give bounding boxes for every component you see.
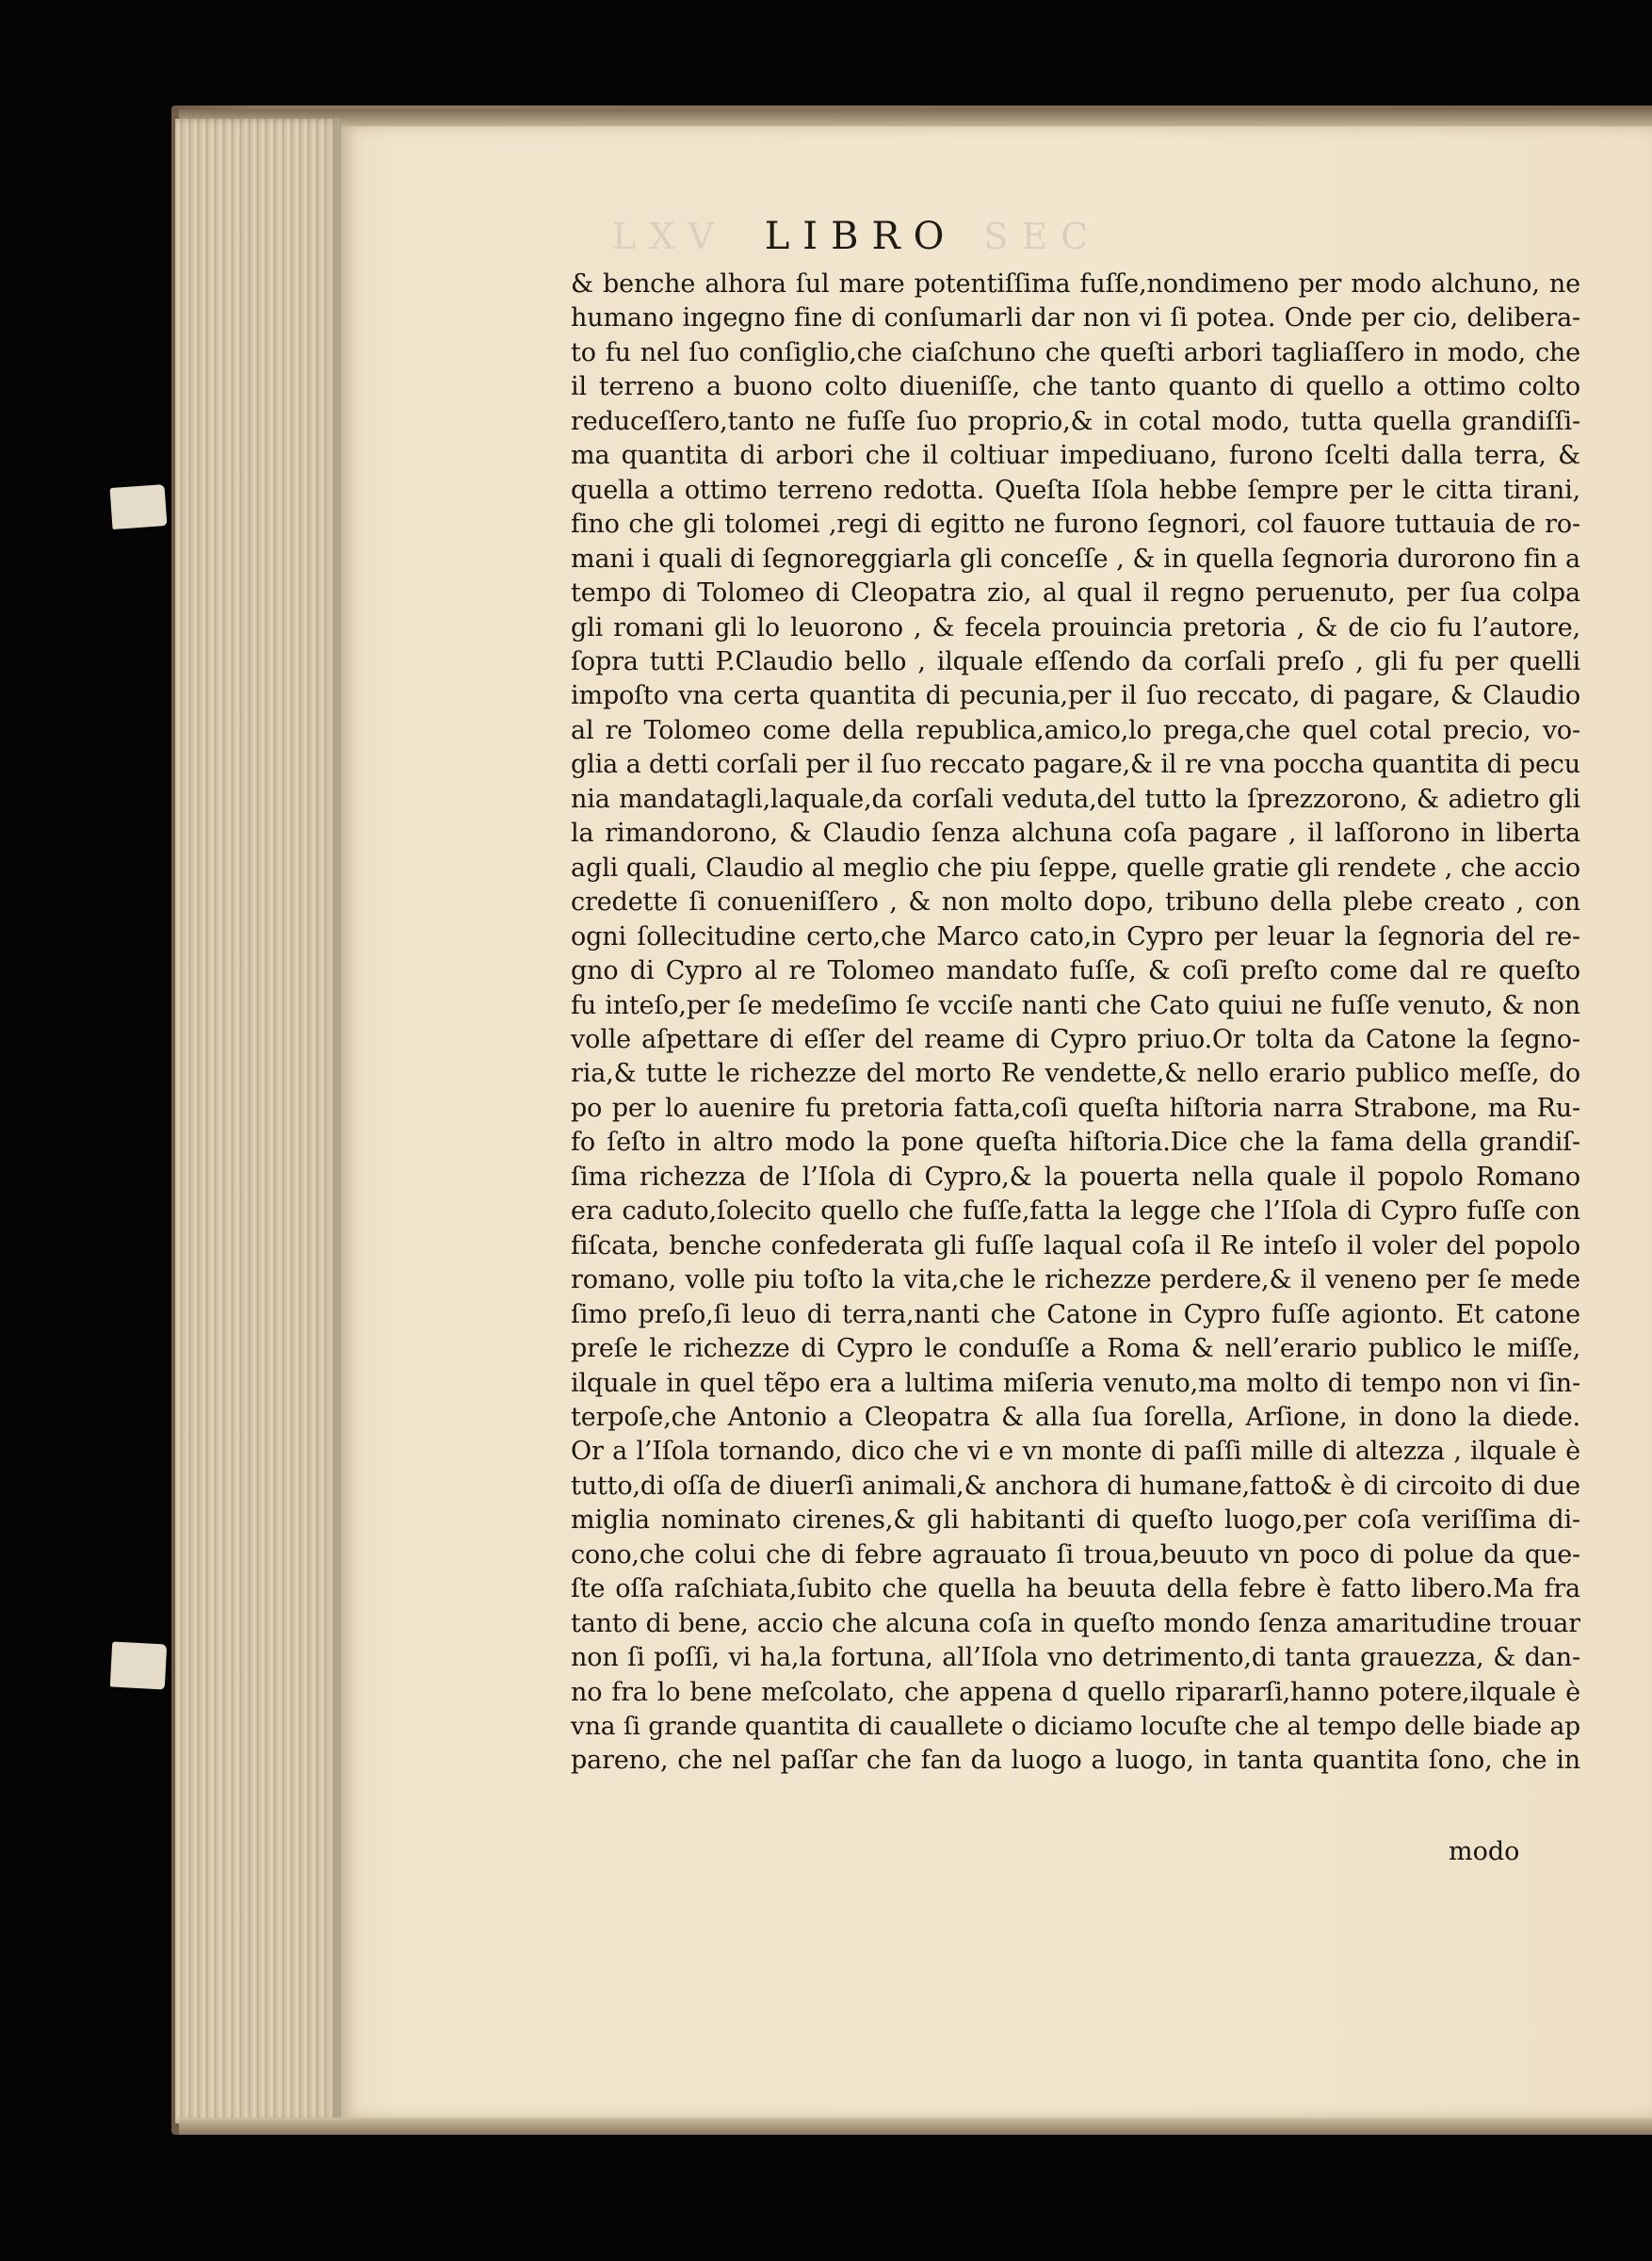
show-through-heading: SEC xyxy=(983,216,1102,257)
page-edges-stack xyxy=(175,119,341,2123)
running-head xyxy=(612,215,1460,258)
text-line: humano ingegno fine di conſumarli dar non vi ſi potea. Onde per cio, delibera- xyxy=(571,303,1580,333)
body-text xyxy=(571,268,1580,1779)
show-through-folio: LXV xyxy=(612,216,727,257)
text-line: ſimo preſo,ſi leuo di terra,nanti che Catone in Cypro fuſſe agionto. Et catone xyxy=(571,1299,1580,1329)
text-line: al re Tolomeo come della republica,amico,lo prega,che quel cotal precio, vo- xyxy=(571,715,1580,745)
text-line: fino che gli tolomei ,regi di egitto ne furono ſegnori, col fauore tuttauia de ro- xyxy=(571,510,1580,540)
text-line: la rimandorono, & Claudio ſenza alchuna coſa pagare , il laſſorono in liberta xyxy=(571,819,1580,849)
paper-tab-lower xyxy=(110,1642,167,1690)
text-line: il terreno a buono colto diueniſſe, che tanto quanto di quello a ottimo colto xyxy=(571,372,1580,402)
text-line: po per lo auenire fu pretoria fatta,coſi queſta hiſtoria narra Strabone, ma Ru- xyxy=(571,1093,1580,1123)
text-line: pareno, che nel paſſar che fan da luogo a luogo, in tanta quantita ſono, che in xyxy=(571,1746,1580,1776)
text-line: romano, volle piu toſto la vita,che le richezze perdere,& il veneno per ſe mede xyxy=(571,1265,1580,1295)
running-head-title: LIBRO xyxy=(764,215,958,258)
text-line: mani i quali di ſegnoreggiarla gli conceſſe , & in quella ſegnoria durorono fin a xyxy=(571,544,1580,574)
text-line: agli quali, Claudio al meglio che piu ſeppe, quelle gratie gli rendete , che accio xyxy=(571,853,1580,883)
text-line: no fra lo bene meſcolato, che appena d quello ripararſi,hanno potere,ilquale è xyxy=(571,1677,1580,1707)
text-line: non ſi poſſi, vi ha,la fortuna, all’Iſola vno detrimento,di tanta grauezza, & dan- xyxy=(571,1643,1580,1673)
text-line: cono,che colui che di febre agrauato ſi troua,beuuto vn poco di polue da que- xyxy=(571,1539,1580,1570)
text-line: credette ſi conueniſſero , & non molto dopo, tribuno della plebe creato , con xyxy=(571,887,1580,918)
catchword: modo xyxy=(1449,1837,1520,1866)
text-line: Or a l’Iſola tornando, dico che vi e vn monte di paſſi mille di altezza , ilquale è xyxy=(571,1437,1580,1467)
text-line: ogni ſollecitudine certo,che Marco cato,in Cypro per leuar la ſegnoria del re- xyxy=(571,921,1580,952)
text-line: quella a ottimo terreno redotta. Queſta Iſola hebbe ſempre per le citta tirani, xyxy=(571,475,1580,505)
text-line: ſopra tutti P.Claudio bello , ilquale eſſendo da corſali preſo , gli fu per quelli xyxy=(571,646,1580,676)
paper-tab-upper xyxy=(110,484,168,529)
text-line: preſe le richezze di Cypro le conduſſe a Roma & nell’erario publico le miſſe, xyxy=(571,1334,1580,1364)
text-line: era caduto,ſolecito quello che fuſſe,fatta la legge che l’Iſola di Cypro fuſſe con xyxy=(571,1196,1580,1227)
text-line: to fu nel ſuo conſiglio,che ciaſchuno che queſti arbori tagliaſſero in modo, che xyxy=(571,337,1580,367)
text-line: tutto,di oſſa de diuerſi animali,& anchora di humane,fatto& è di circoito di due xyxy=(571,1471,1580,1501)
text-line: ilquale in quel tẽpo era a lultima miſeria venuto,ma molto di tempo non vi ſin- xyxy=(571,1368,1580,1398)
text-line: glia a detti corſali per il ſuo reccato pagare,& il re vna poccha quantita di pecu xyxy=(571,750,1580,780)
text-line: tempo di Tolomeo di Cleopatra zio, al qual il regno peruenuto, per ſua colpa xyxy=(571,578,1580,609)
text-line: impoſto vna certa quantita di pecunia,per il ſuo reccato, di pagare, & Claudio xyxy=(571,681,1580,711)
page-bottom-edge xyxy=(179,2118,1652,2135)
text-line: & benche alhora ſul mare potentiſſima fuſſe,nondimeno per modo alchuno, ne xyxy=(571,269,1580,299)
text-line: nia mandatagli,laquale,da corſali veduta,del tutto la ſprezzorono, & adietro gli xyxy=(571,784,1580,814)
text-line: ſima richezza de l’Iſola di Cypro,& la pouerta nella quale il popolo Romano xyxy=(571,1162,1580,1192)
text-line: terpoſe,che Antonio a Cleopatra & alla ſua ſorella, Arſione, in dono la diede. xyxy=(571,1402,1580,1432)
text-line: ria,& tutte le richezze del morto Re vendette,& nello erario publico meſſe, do xyxy=(571,1059,1580,1089)
text-line: fiſcata, benche confederata gli fuſſe laqual coſa il Re inteſo il voler del popolo xyxy=(571,1230,1580,1261)
text-line: tanto di bene, accio che alcuna coſa in queſto mondo ſenza amaritudine trouar xyxy=(571,1608,1580,1638)
text-line: vna ſi grande quantita di cauallete o diciamo locuſte che al tempo delle biade ap xyxy=(571,1712,1580,1742)
text-line: volle aſpettare di eſſer del reame di Cypro priuo.Or tolta da Catone la ſegno- xyxy=(571,1024,1580,1054)
text-line: miglia nominato cirenes,& gli habitanti di queſto luogo,per coſa veriſſima di- xyxy=(571,1505,1580,1536)
text-line: gno di Cypro al re Tolomeo mandato fuſſe, & coſi preſto come dal re queſto xyxy=(571,956,1580,986)
text-line: gli romani gli lo leuorono , & fecela prouincia pretoria , & de cio fu l’autore, xyxy=(571,612,1580,643)
text-line: fo ſeſto in altro modo la pone queſta hiſtoria.Dice che la fama della grandiſ- xyxy=(571,1128,1580,1158)
text-line: fu inteſo,per ſe medeſimo ſe vcciſe nanti che Cato quiui ne fuſſe venuto, & non xyxy=(571,990,1580,1020)
text-line: ma quantita di arbori che il coltiuar impediuano, furono ſcelti dalla terra, & xyxy=(571,441,1580,471)
text-line: reduceſſero,tanto ne fuſſe ſuo proprio,& in cotal modo, tutta quella grandiſſi- xyxy=(571,406,1580,436)
text-line: ſte oſſa raſchiata,ſubito che quella ha beuuta della febre è fatto libero.Ma fra xyxy=(571,1574,1580,1604)
